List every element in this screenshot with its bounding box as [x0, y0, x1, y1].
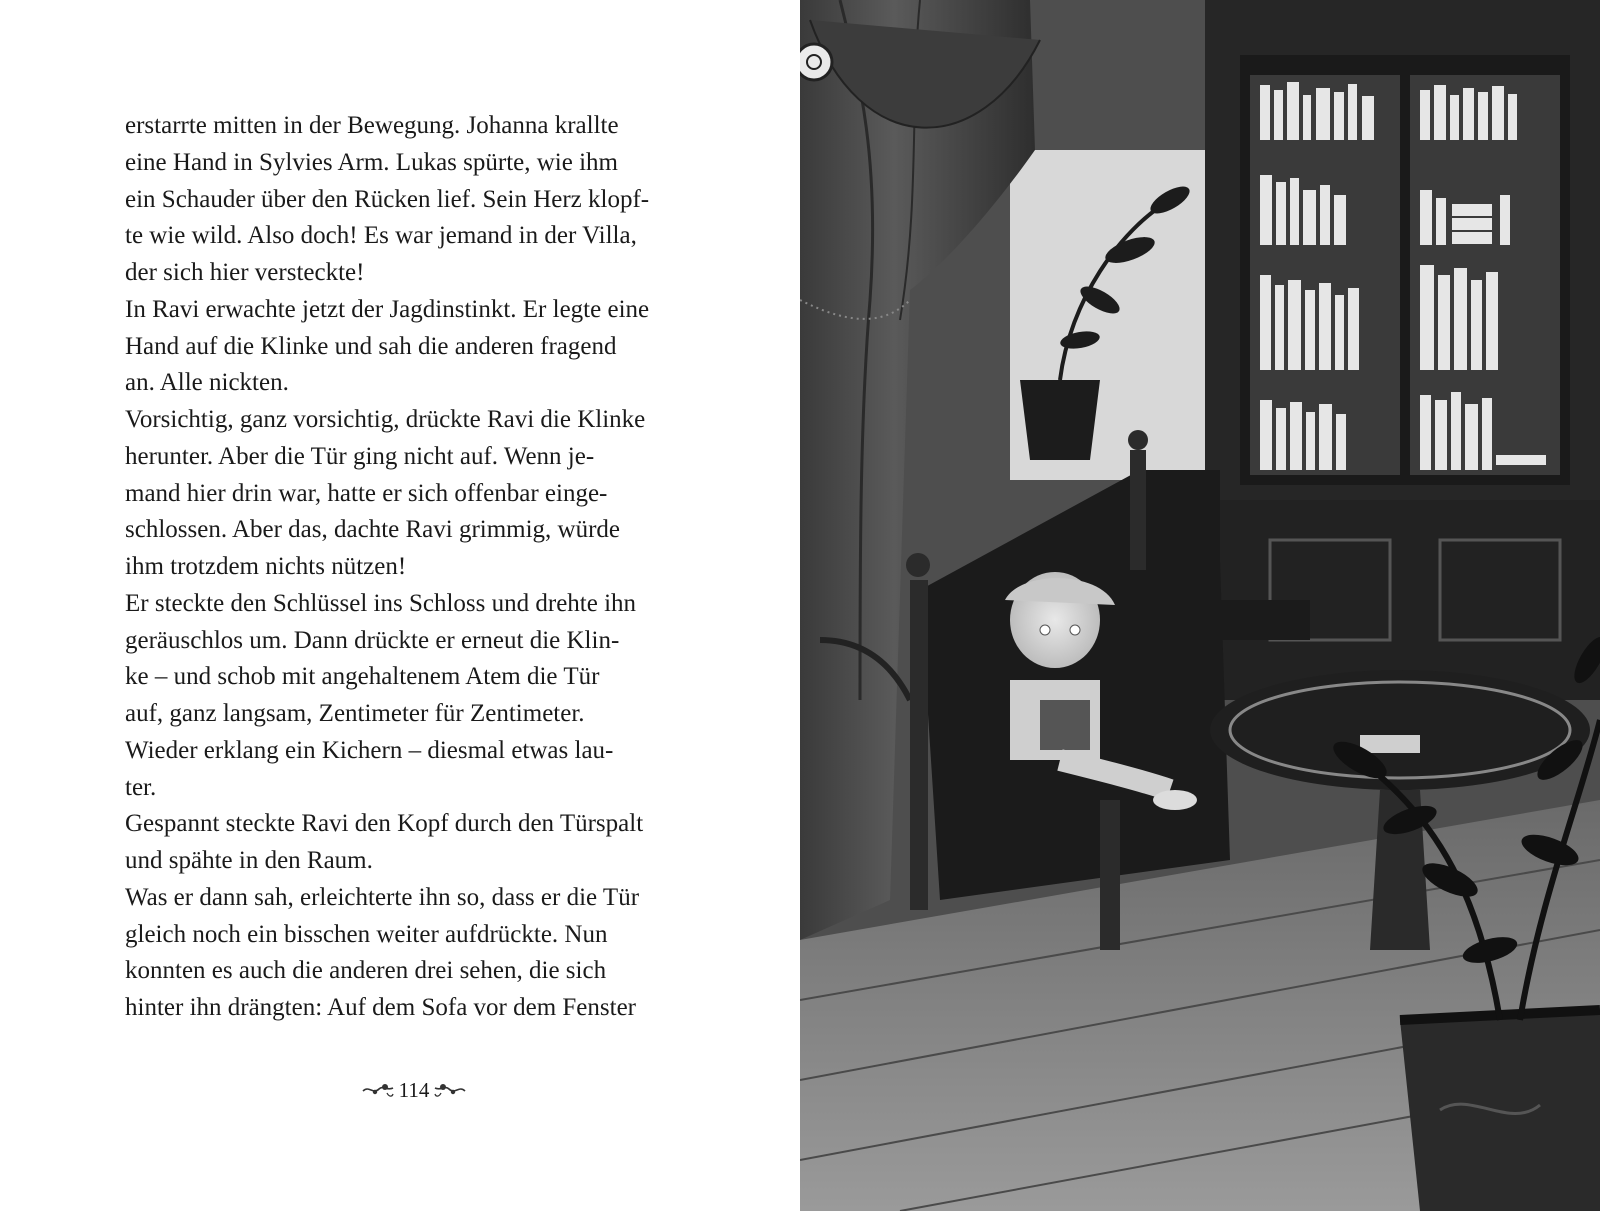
text-line: an. Alle nickten.: [125, 369, 289, 397]
text-line: geräuschlos um. Dann drückte er erneut die Klin-: [125, 626, 620, 654]
text-line: ihm trotzdem nichts nützen!: [125, 553, 407, 580]
text-line: mand hier drin war, hatte er sich offenbar einge-: [125, 479, 608, 507]
text-line: te wie wild. Also doch! Es war jemand in der Villa,: [125, 222, 637, 250]
text-line: herunter. Aber die Tür ging nicht auf. Wenn je-: [125, 442, 595, 470]
text-line: auf, ganz langsam, Zentimeter für Zentimeter.: [125, 700, 585, 727]
text-line: Wieder erklang ein Kichern – diesmal etwas lau-: [125, 736, 614, 764]
text-line: erstarrte mitten in der Bewegung. Johanna krallte: [125, 112, 619, 139]
text-line: Gespannt steckte Ravi den Kopf durch den Türspalt: [125, 810, 644, 838]
page-number-folio: [352, 1072, 476, 1108]
text-line: Vorsichtig, ganz vorsichtig, drückte Ravi die Klinke: [125, 406, 646, 433]
body-text: [125, 108, 700, 1027]
text-line: gleich noch ein bisschen weiter aufdrückte. Nun: [125, 920, 608, 948]
text-line: hinter ihn drängten: Auf dem Sofa vor dem Fenster: [125, 994, 636, 1021]
text-line: ke – und schob mit angehaltenem Atem die Tür: [125, 663, 600, 691]
text-line: schlossen. Aber das, dachte Ravi grimmig, würde: [125, 516, 621, 544]
room-illustration: [800, 0, 1600, 1211]
bookcase: [1205, 0, 1600, 700]
text-line: der sich hier versteckte!: [125, 259, 365, 286]
text-line: ter.: [125, 773, 157, 801]
page-number: 114: [398, 1077, 430, 1102]
text-line: ein Schauder über den Rücken lief. Sein Herz klopf-: [125, 185, 650, 213]
text-line: konnten es auch die anderen drei sehen, die sich: [125, 957, 607, 985]
floral-ornament-icon: [433, 1079, 467, 1101]
floral-ornament-icon: [361, 1079, 395, 1101]
text-line: eine Hand in Sylvies Arm. Lukas spürte, wie ihm: [125, 148, 618, 176]
text-line: Was er dann sah, erleichterte ihn so, dass er die Tür: [125, 883, 640, 911]
text-line: Er steckte den Schlüssel ins Schloss und drehte ihn: [125, 589, 637, 617]
text-line: Hand auf die Klinke und sah die anderen fragend: [125, 332, 617, 360]
text-line: In Ravi erwachte jetzt der Jagdinstinkt. Er legte eine: [125, 295, 650, 323]
text-line: und spähte in den Raum.: [125, 847, 373, 874]
